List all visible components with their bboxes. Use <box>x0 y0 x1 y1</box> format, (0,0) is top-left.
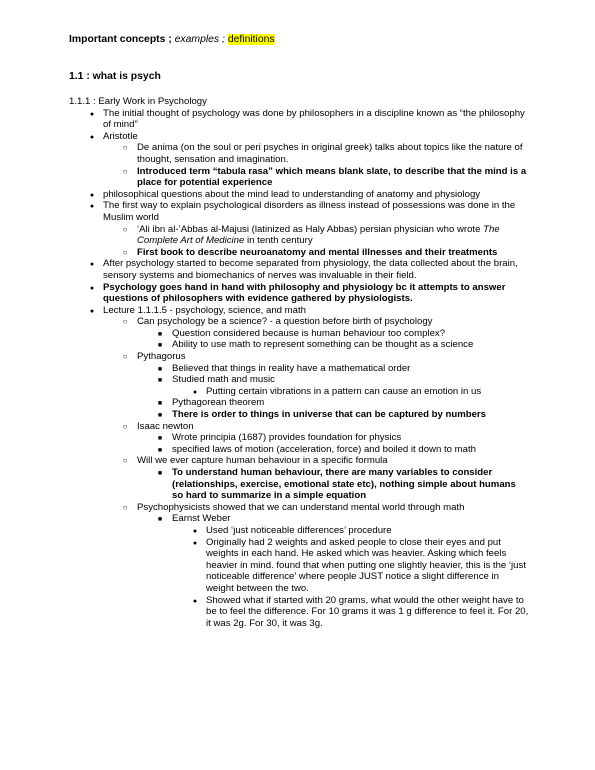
list-item <box>69 166 529 189</box>
list-item-text: Believed that things in reality have a mathematical order <box>172 362 411 374</box>
bullet-circle-icon <box>120 316 130 328</box>
list-item-text: To understand human behaviour, there are many variables to consider (relationships, exercise, emotional state etc), nothing simple about humans so hard to summarize in a simple equation <box>172 467 516 502</box>
notes-list <box>69 96 529 629</box>
list-item <box>69 455 529 467</box>
list-item-text: Originally had 2 weights and asked people to close their eyes and put weights in each hand. He asked which was heavier. Asking which feels heavier in mind. found that when putting one slightly heavier, this is the ‘just noticeable difference’ where people JUST notice a slight difference in weight between the two. <box>206 536 526 594</box>
list-item <box>69 131 529 143</box>
list-item-text: Can psychology be a science? - a question before birth of psychology <box>137 316 433 328</box>
bullet-dot-icon <box>87 200 97 213</box>
document-heading <box>69 34 275 46</box>
list-item <box>69 513 529 525</box>
list-item <box>69 247 529 259</box>
list-item-text: Earnst Weber <box>172 513 231 525</box>
bullet-dot-icon <box>190 595 200 608</box>
bullet-circle-icon <box>120 224 130 236</box>
list-item <box>69 200 529 223</box>
list-item-text: Ability to use math to represent something can be thought as a science <box>172 339 474 351</box>
list-item <box>69 96 529 108</box>
bullet-circle-icon <box>120 142 130 154</box>
list-item <box>69 374 529 386</box>
list-item-text: Studied math and music <box>172 374 275 386</box>
bullet-square-icon <box>155 467 165 480</box>
list-item-text: Isaac newton <box>137 420 194 432</box>
list-item <box>69 444 529 456</box>
list-item <box>69 386 529 398</box>
list-item-text: Used ‘just noticeable differences’ procedure <box>206 524 392 536</box>
list-item-text: First book to describe neuroanatomy and mental illnesses and their treatments <box>137 246 498 258</box>
heading-important-concepts: Important concepts ; <box>69 34 175 45</box>
list-item-text: Pythagorean theorem <box>172 397 265 409</box>
bullet-circle-icon <box>120 351 130 363</box>
list-item <box>69 224 529 247</box>
heading-definitions: definitions <box>227 34 275 45</box>
list-item <box>69 339 529 351</box>
list-item-text: Aristotle <box>103 130 138 142</box>
list-item-text: Psychology goes hand in hand with philosophy and physiology bc it attempts to answer questions of philosophers with evidence gathered by physiologists. <box>103 281 506 305</box>
list-item-text: 1.1.1 : Early Work in Psychology <box>69 96 207 107</box>
list-item-text: Wrote principia (1687) provides foundation for physics <box>172 432 402 444</box>
list-item-text: Putting certain vibrations in a pattern can cause an emotion in us <box>206 385 482 397</box>
list-item-text: philosophical questions about the mind lead to understanding of anatomy and physiology <box>103 188 481 200</box>
list-item-text: Showed what if started with 20 grams, what would the other weight have to be to feel the difference. For 10 grams it was 1 g difference to feel it. For 20, it was 2g. For 30, it was 3g. <box>206 594 529 629</box>
list-item-text-tail: in tenth century <box>244 235 313 247</box>
list-item <box>69 397 529 409</box>
list-item <box>69 595 529 630</box>
list-item <box>69 502 529 514</box>
list-item <box>69 409 529 421</box>
heading-separator: ; <box>219 34 228 45</box>
list-item-text: Will we ever capture human behaviour in a specific formula <box>137 455 388 467</box>
bullet-circle-icon <box>120 166 130 178</box>
list-item <box>69 467 529 502</box>
list-item-text: ‘Ali ibn al-’Abbas al-Majusi (latinized as Haly Abbas) persian physician who wrote <box>137 223 484 235</box>
bullet-circle-icon <box>120 502 130 514</box>
bullet-dot-icon <box>190 537 200 550</box>
list-item <box>69 421 529 433</box>
bullet-circle-icon <box>120 247 130 259</box>
list-item-text: Pythagorus <box>137 351 186 363</box>
list-item-text: Introduced term “tabula rasa” which means blank slate, to describe that the mind is a place for potential experience <box>137 165 527 189</box>
list-item-text: The first way to explain psychological disorders as illness instead of possessions was done in the Muslim world <box>103 200 516 223</box>
bullet-dot-icon <box>87 282 97 295</box>
list-item <box>69 537 529 595</box>
section-title: 1.1 : what is psych <box>69 71 161 82</box>
bullet-dot-icon <box>87 108 97 121</box>
outline-list <box>69 96 529 629</box>
list-item-text: The initial thought of psychology was done by philosophers in a discipline known as “the philosophy of mind” <box>103 107 525 131</box>
list-item-text: After psychology started to become separated from physiology, the data collected about the brain, sensory systems and biomechanics of nerves was invaluable in their field. <box>103 258 518 281</box>
bullet-circle-icon <box>120 455 130 467</box>
list-item <box>69 305 529 317</box>
list-item <box>69 108 529 131</box>
list-item <box>69 363 529 375</box>
list-item-text: Lecture 1.1.1.5 - psychology, science, and math <box>103 304 307 316</box>
list-item <box>69 282 529 305</box>
list-item <box>69 525 529 537</box>
list-item-text: Psychophysicists showed that we can understand mental world through math <box>137 501 465 513</box>
list-item-text: Question considered because is human behaviour too complex? <box>172 327 446 339</box>
bullet-circle-icon <box>120 421 130 433</box>
heading-examples: examples <box>174 34 220 45</box>
list-item <box>69 316 529 328</box>
bullet-dot-icon <box>87 258 97 271</box>
list-item-text: De anima (on the soul or peri psyches in original greek) talks about topics like the nature of thought, sensation and imagination. <box>137 142 523 165</box>
list-item <box>69 258 529 281</box>
list-item <box>69 189 529 201</box>
book-title: The Complete Art of Medicine <box>137 223 500 247</box>
list-item <box>69 142 529 165</box>
list-item-text: specified laws of motion (acceleration, force) and boiled it down to math <box>172 443 476 455</box>
list-item <box>69 432 529 444</box>
list-item <box>69 351 529 363</box>
list-item <box>69 328 529 340</box>
list-item-text: There is order to things in universe that can be captured by numbers <box>172 409 486 421</box>
